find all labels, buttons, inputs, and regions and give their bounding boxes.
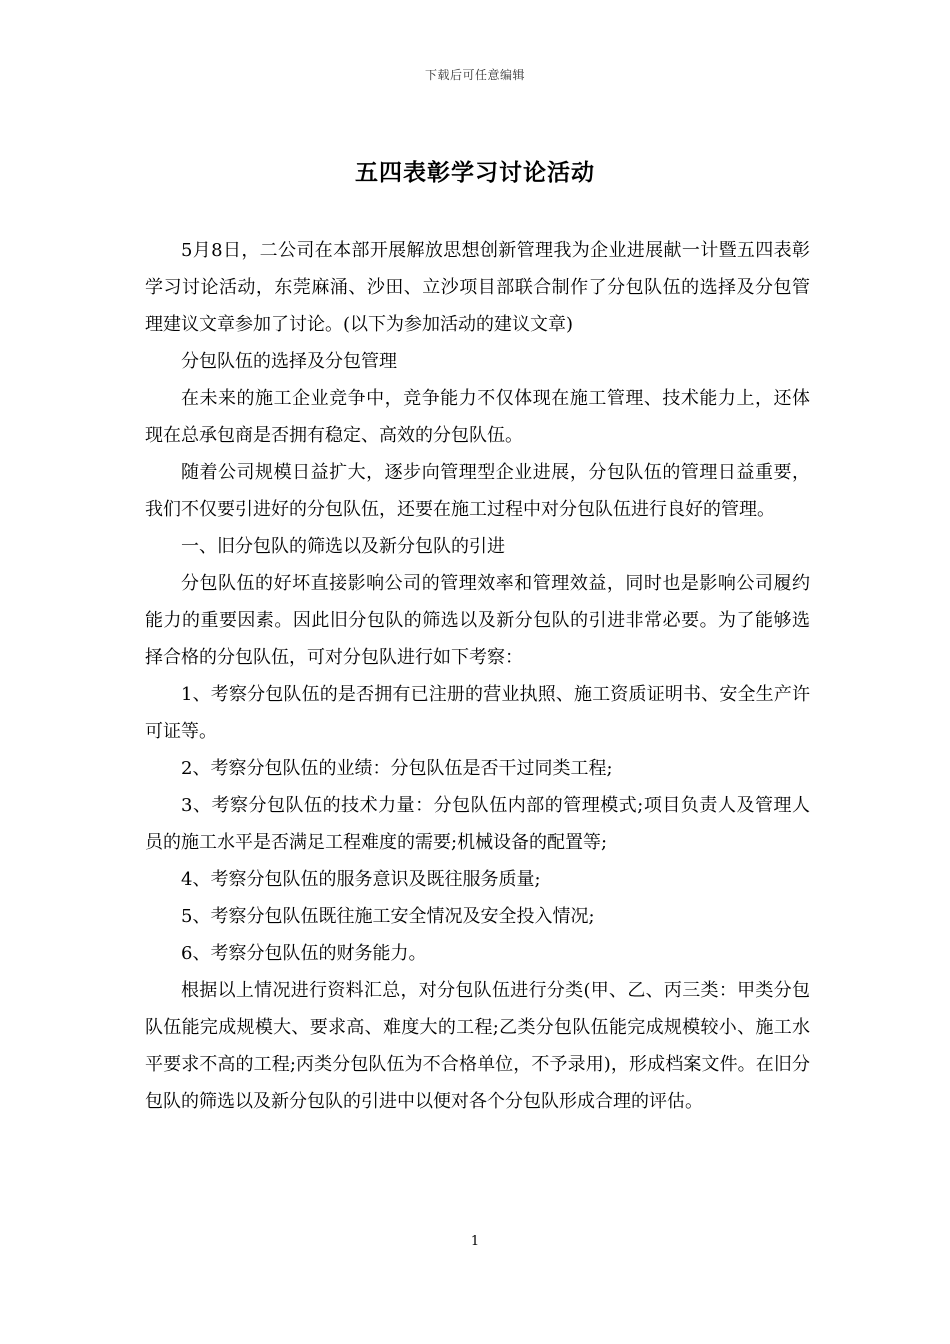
list-item: 5、考察分包队伍既往施工安全情况及安全投入情况; xyxy=(181,906,595,927)
list-item: 3、考察分包队伍的技术力量：分包队伍内部的管理模式;项目负责人及管理人员的施工水平是否满足工程难度的需要;机械设备的配置等; xyxy=(145,795,810,853)
article-heading: 分包队伍的选择及分包管理 xyxy=(181,351,397,372)
document-body xyxy=(145,232,810,1120)
header-note: 下载后可任意编辑 xyxy=(424,68,525,82)
list-item: 4、考察分包队伍的服务意识及既往服务质量; xyxy=(181,869,541,890)
list-item: 2、考察分包队伍的业绩：分包队伍是否干过同类工程; xyxy=(181,758,613,779)
list-item: 6、考察分包队伍的财务能力。 xyxy=(181,943,427,964)
page-number: 1 xyxy=(470,1234,480,1249)
intro-paragraph: 5月8日，二公司在本部开展解放思想创新管理我为企业进展献一计暨五四表彰学习讨论活动，东莞麻涌、沙田、立沙项目部联合制作了分包队伍的选择及分包管理建议文章参加了讨论。(以下为参加活动的建议文章) xyxy=(145,240,810,335)
list-item: 1、考察分包队伍的是否拥有已注册的营业执照、施工资质证明书、安全生产许可证等。 xyxy=(145,684,810,742)
body-paragraph: 随着公司规模日益扩大，逐步向管理型企业进展，分包队伍的管理日益重要，我们不仅要引进好的分包队伍，还要在施工过程中对分包队伍进行良好的管理。 xyxy=(145,462,810,520)
body-paragraph: 根据以上情况进行资料汇总，对分包队伍进行分类(甲、乙、丙三类：甲类分包队伍能完成规模大、要求高、难度大的工程;乙类分包队伍能完成规模较小、施工水平要求不高的工程;丙类分包队伍为不合格单位，不予录用)，形成档案文件。在旧分包队的筛选以及新分包队的引进中以便对各个分包队形成合理的评估。 xyxy=(145,980,810,1112)
body-paragraph: 在未来的施工企业竞争中，竞争能力不仅体现在施工管理、技术能力上，还体现在总承包商是否拥有稳定、高效的分包队伍。 xyxy=(145,388,810,446)
body-paragraph: 分包队伍的好坏直接影响公司的管理效率和管理效益，同时也是影响公司履约能力的重要因素。因此旧分包队的筛选以及新分包队的引进非常必要。为了能够选择合格的分包队伍，可对分包队进行如下考察： xyxy=(145,573,810,668)
section-heading: 一、旧分包队的筛选以及新分包队的引进 xyxy=(181,536,505,557)
document-title: 五四表彰学习讨论活动 xyxy=(355,159,595,186)
